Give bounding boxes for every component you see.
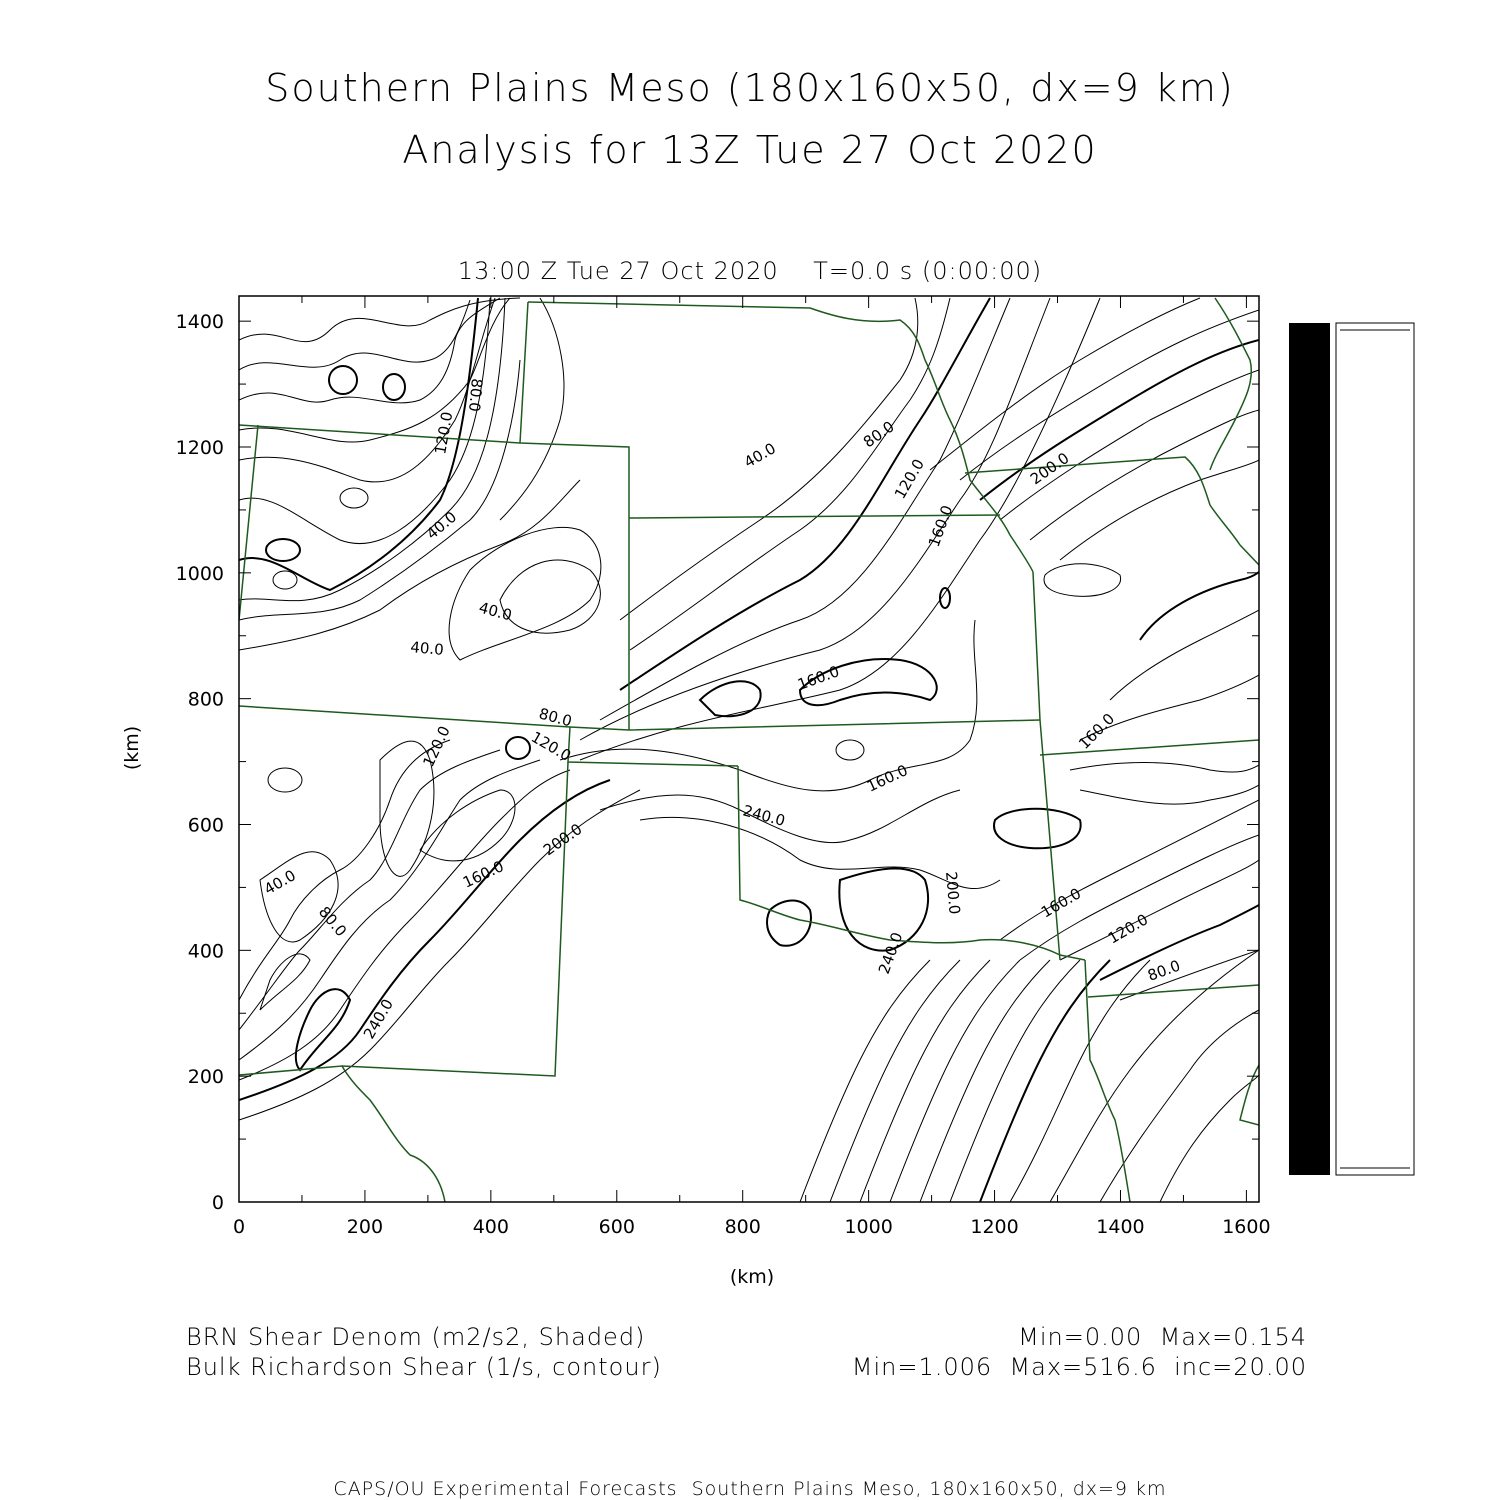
contour-field-label: Bulk Richardson Shear (1/s, contour) (186, 1353, 662, 1381)
title-line-1: Southern Plains Meso (180x160x50, dx=9 km) (265, 66, 1235, 110)
title-line-2: Analysis for 13Z Tue 27 Oct 2020 (402, 128, 1098, 172)
y-tick-label: 1200 (175, 437, 224, 459)
contour-field-stats: Min=1.006 Max=516.6 inc=20.00 (851, 1353, 1307, 1381)
valid-time-subtitle: 13:00 Z Tue 27 Oct 2020 T=0.0 s (0:00:00) (457, 257, 1043, 285)
contour-label: 120.0 (1105, 910, 1152, 948)
contour-label: 120.0 (419, 723, 454, 770)
contour-label: 120.0 (431, 410, 457, 456)
y-tick-label: 600 (187, 814, 224, 837)
x-tick-label: 1200 (970, 1216, 1019, 1238)
contour-label: 200.0 (539, 819, 586, 860)
x-tick-label: 1000 (844, 1216, 893, 1238)
contour-label: 40.0 (409, 638, 445, 659)
contour-label: 40.0 (261, 866, 299, 899)
contour-label: 240.0 (874, 929, 907, 977)
contour-label: 160.0 (924, 502, 957, 550)
axes (176, 296, 1271, 1238)
contour-label: 80.0 (314, 903, 351, 941)
y-tick-label: 200 (187, 1066, 224, 1089)
contour-label: 40.0 (741, 439, 779, 472)
contour-label: 240.0 (359, 995, 397, 1042)
credit-line: CAPS/OU Experimental Forecasts Southern Plains Meso, 180x160x50, dx=9 km (333, 1478, 1167, 1500)
y-tick-label: 1000 (175, 562, 224, 585)
x-tick-label: 400 (472, 1216, 509, 1238)
contour-label: 40.0 (423, 507, 461, 544)
contour-label: 120.0 (528, 727, 575, 765)
contour-label: 160.0 (1075, 709, 1119, 753)
y-tick-label: 1400 (175, 311, 224, 334)
contour-label: 160.0 (1038, 884, 1085, 922)
shaded-field-label: BRN Shear Denom (m2/s2, Shaded) (186, 1323, 646, 1351)
contour-label: 80.0 (859, 417, 898, 452)
y-axis-label: (km) (121, 725, 143, 771)
x-tick-label: 800 (724, 1216, 761, 1238)
contour-label: 200.0 (1026, 448, 1073, 489)
colorbar-labels (1336, 323, 1414, 1175)
contour-label: 80.0 (465, 377, 486, 413)
colorbar (1289, 323, 1330, 1175)
contour-label: 120.0 (890, 455, 928, 502)
y-tick-label: 800 (187, 688, 224, 711)
contour-label: 160.0 (864, 761, 911, 796)
y-tick-label: 0 (211, 1192, 224, 1214)
x-axis-label: (km) (729, 1266, 775, 1288)
x-tick-label: 200 (346, 1216, 384, 1238)
contour-label: 160.0 (795, 662, 842, 694)
contour-label: 160.0 (460, 857, 507, 892)
contour-label: 240.0 (740, 801, 788, 830)
y-tick-label: 400 (187, 940, 224, 963)
contour-label: 80.0 (536, 704, 574, 731)
contour-label: 80.0 (1145, 956, 1183, 985)
contour-label: 200.0 (942, 870, 964, 916)
contour-label: 40.0 (476, 598, 514, 625)
x-tick-label: 0 (232, 1216, 246, 1238)
x-tick-label: 600 (598, 1216, 635, 1238)
shaded-field-stats: Min=0.00 Max=0.154 (1018, 1323, 1307, 1351)
x-tick-label: 1600 (1222, 1216, 1271, 1238)
x-tick-label: 1400 (1096, 1216, 1145, 1238)
